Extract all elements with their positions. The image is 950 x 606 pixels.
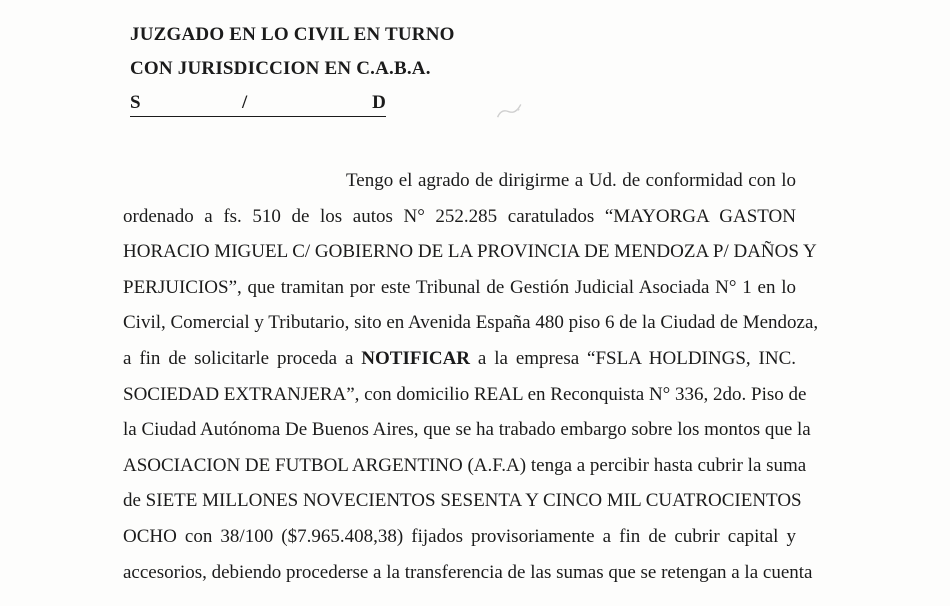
notificar-emphasis: NOTIFICAR	[361, 347, 471, 369]
body-line	[123, 341, 796, 377]
body-line-pre: a fin de solicitarle proceda a	[123, 347, 362, 369]
body-line-text	[123, 341, 796, 377]
body-line-text: Civil, Comercial y Tributario, sito en Avenida España 480 piso 6 de la Ciudad de Mendoza,	[123, 312, 819, 334]
body-line-text: ASOCIACION DE FUTBOL ARGENTINO (A.F.A) tenga a percibir hasta cubrir la suma	[123, 454, 807, 476]
body-line-text: accesorios, debiendo procederse a la transferencia de las sumas que se retengan a la cuenta	[123, 561, 813, 583]
salutation-s: S	[130, 92, 141, 113]
body-line-text: SOCIEDAD EXTRANJERA”, con domicilio REAL en Reconquista N° 336, 2do. Piso de	[123, 383, 807, 405]
body-line-text: de SIETE MILLONES NOVECIENTOS SESENTA Y CINCO MIL CUATROCIENTOS	[123, 490, 802, 512]
salutation-slash: /	[242, 92, 248, 113]
body-line	[123, 270, 796, 306]
body-line-text: ordenado a fs. 510 de los autos N° 252.285 caratulados “MAYORGA GASTON	[123, 205, 796, 227]
body-line-text: HORACIO MIGUEL C/ GOBIERNO DE LA PROVINCIA DE MENDOZA P/ DAÑOS Y	[123, 241, 817, 263]
body-line-text: Tengo el agrado de dirigirme a Ud. de conformidad con lo	[346, 170, 796, 191]
salutation-line	[130, 88, 386, 117]
body-line	[123, 448, 807, 484]
body-line	[123, 234, 817, 270]
body-line-text: la Ciudad Autónoma De Buenos Aires, que se ha trabado embargo sobre los montos que la	[123, 419, 811, 441]
letter-body	[123, 163, 819, 590]
body-line-text: PERJUICIOS”, que tramitan por este Tribunal de Gestión Judicial Asociada N° 1 en lo	[123, 276, 796, 298]
body-line	[123, 555, 813, 591]
body-line	[123, 305, 819, 341]
body-line-post: a la empresa “FSLA HOLDINGS, INC.	[470, 347, 796, 369]
body-line-text: OCHO con 38/100 ($7.965.408,38) fijados provisoriamente a fin de cubrir capital y	[123, 525, 796, 547]
body-line	[123, 163, 796, 199]
body-line	[123, 483, 802, 519]
addressee-header	[130, 18, 455, 117]
body-line	[123, 377, 807, 413]
body-line	[123, 519, 796, 555]
court-name: JUZGADO EN LO CIVIL EN TURNO	[130, 24, 455, 45]
body-line	[123, 199, 796, 235]
body-line	[123, 412, 811, 448]
court-jurisdiction: CON JURISDICCION EN C.A.B.A.	[130, 58, 431, 79]
ink-smudge	[493, 99, 527, 120]
salutation-d: D	[372, 92, 386, 113]
